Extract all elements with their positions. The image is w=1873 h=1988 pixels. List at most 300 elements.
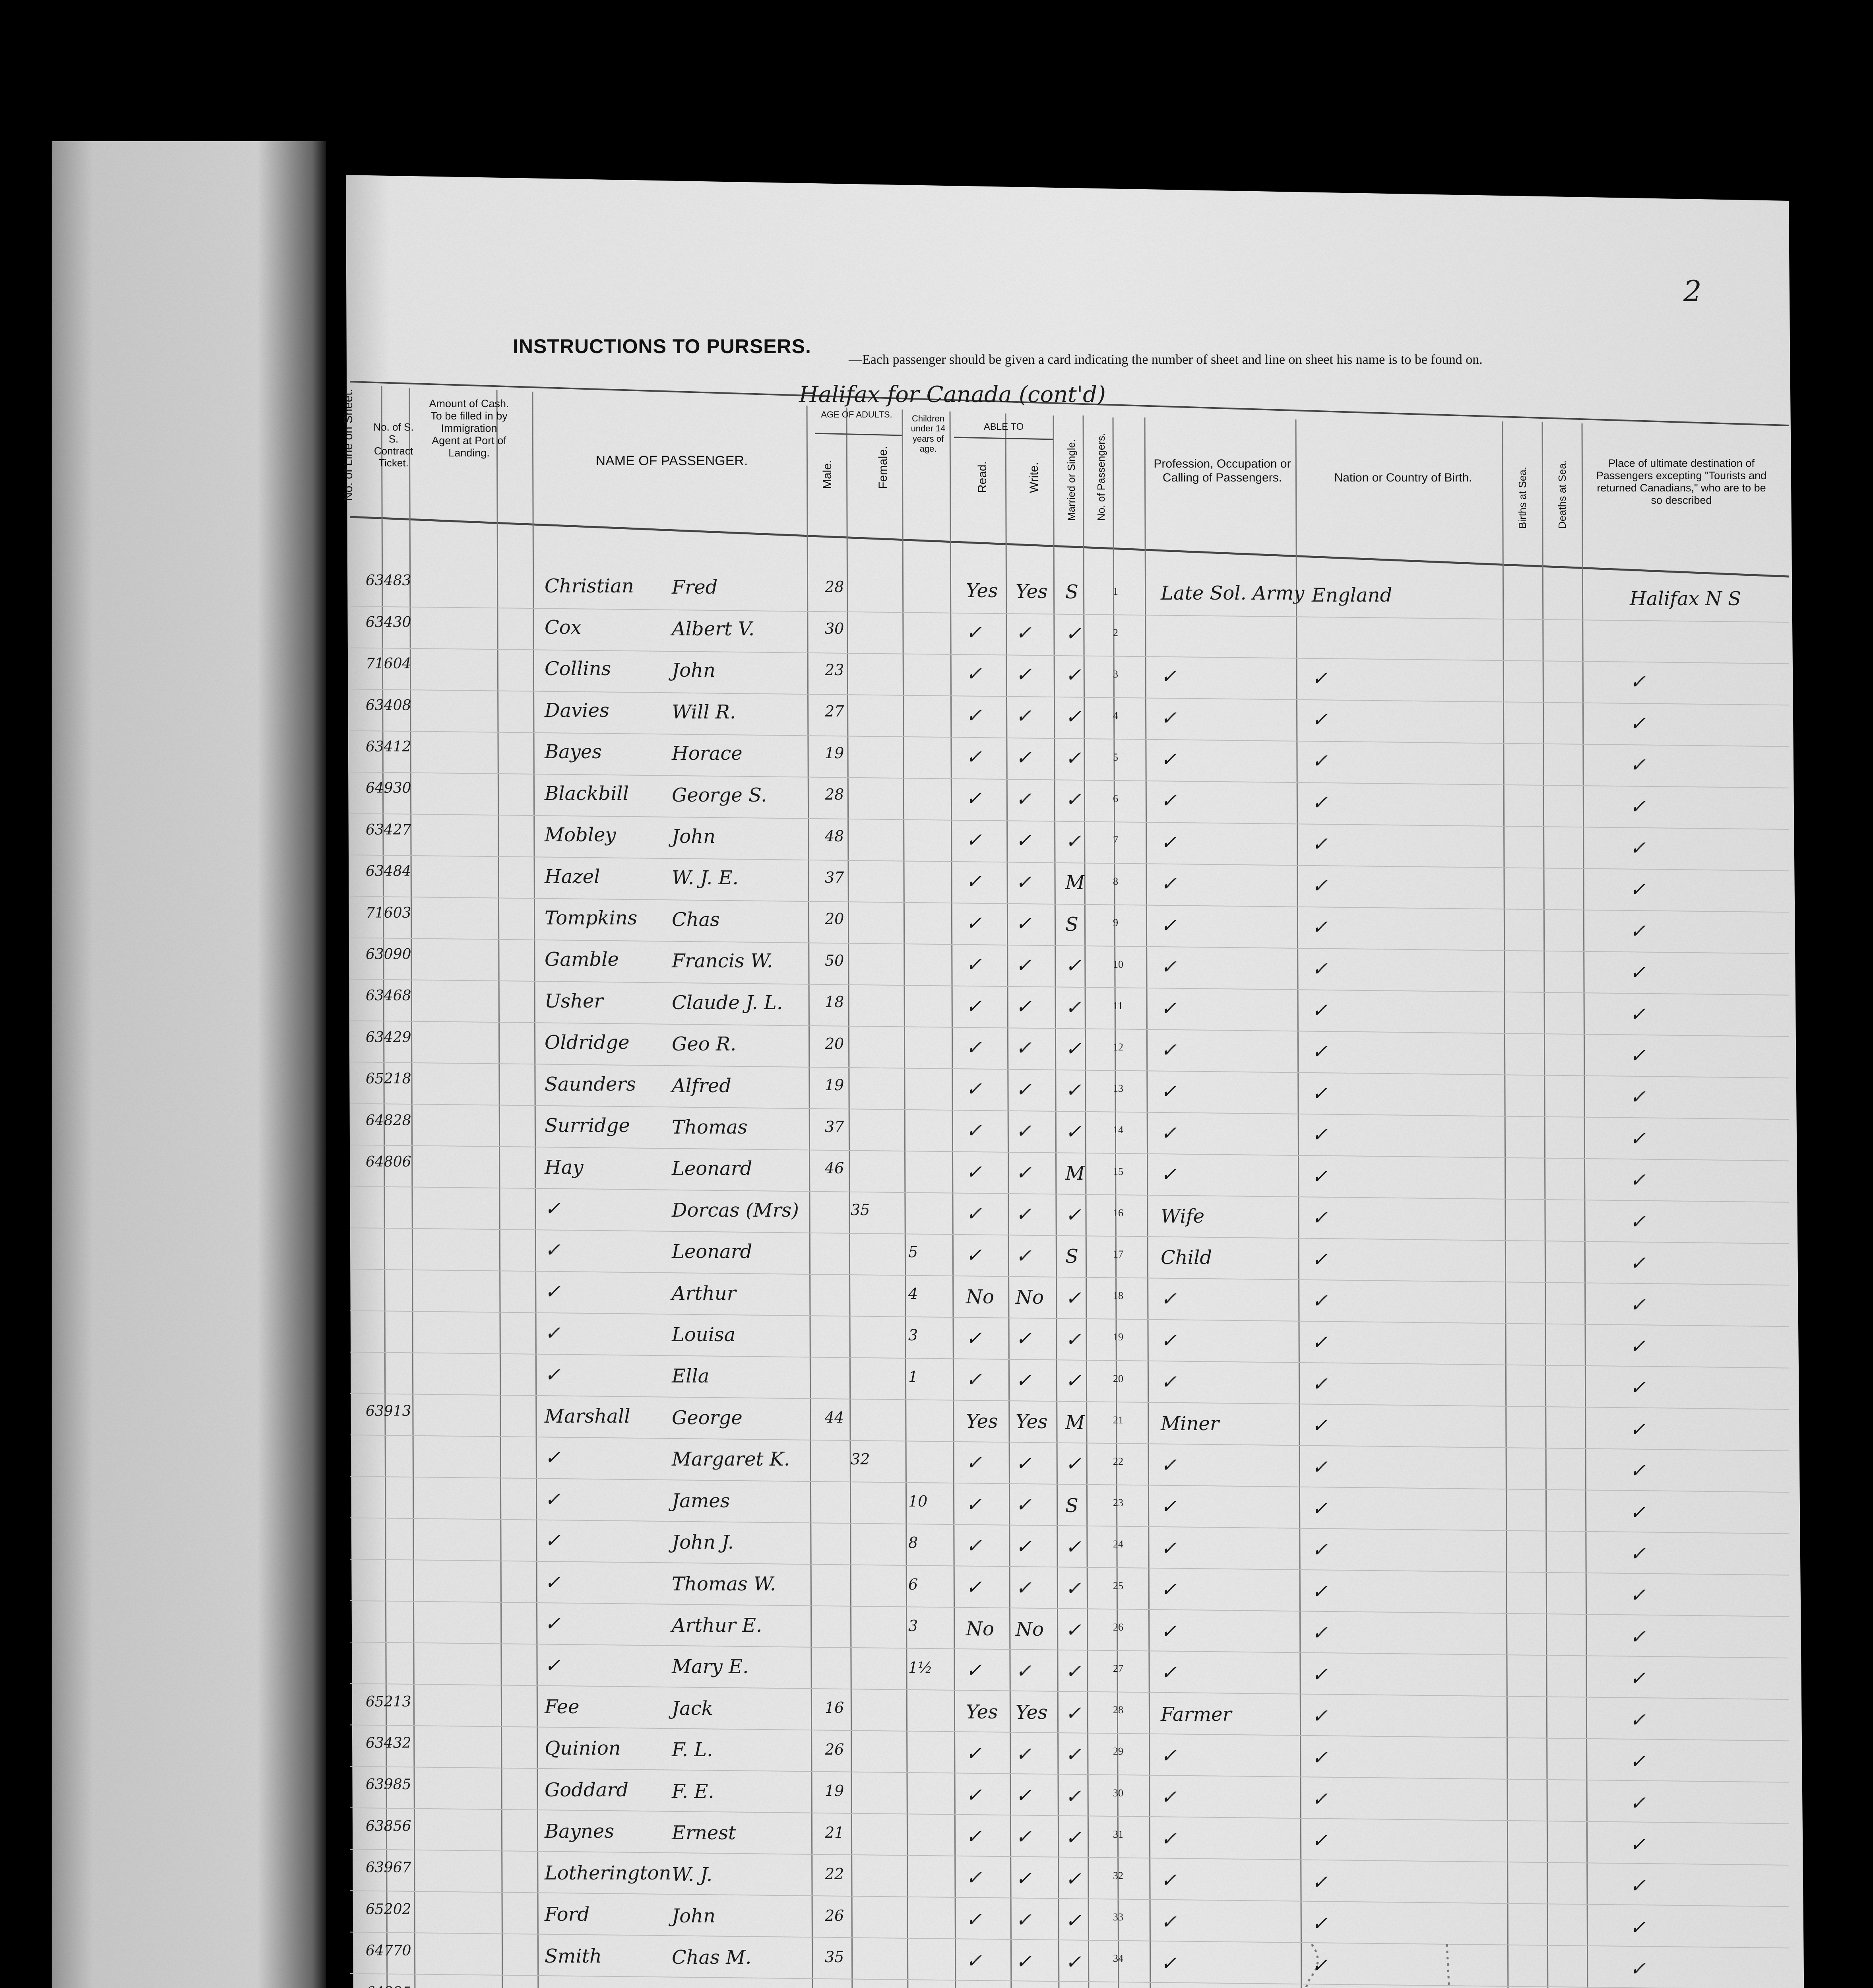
row-male-age: 18 [825,993,844,1011]
row-destination: ✓ [1630,671,1646,693]
header-births-at-sea: Births at Sea. [1516,467,1529,529]
row-male-age: 19 [825,1782,844,1800]
row-line-number: 26 [1113,1621,1123,1633]
row-married-single: S [1065,913,1078,936]
row-line-number: 18 [1113,1290,1123,1302]
row-given-name: Dorcas (Mrs) [672,1199,799,1221]
row-male-age: 26 [825,1741,844,1758]
row-nation: ✓ [1312,999,1328,1021]
row-write: ✓ [1016,1203,1032,1225]
row-given-name: Horace [672,742,743,765]
row-write: ✓ [1016,1037,1032,1059]
row-given-name: F. E. [672,1780,714,1803]
row-nation: ✓ [1312,667,1328,689]
row-male-age: 35 [825,1948,844,1966]
header-nation: Nation or Country of Birth. [1304,471,1503,485]
row-read: ✓ [966,1784,982,1806]
row-married-single: ✓ [1065,788,1081,811]
row-write: ✓ [1016,1162,1032,1184]
row-given-name: Ella [672,1365,709,1387]
row-nation: ✓ [1312,1664,1328,1686]
row-given-name: Ernest [672,1822,736,1844]
row-read: ✓ [966,787,982,810]
row-destination: ✓ [1630,1792,1646,1814]
row-surname: Ford [545,1903,589,1926]
row-destination: ✓ [1630,1501,1646,1524]
row-male-age: 27 [825,703,844,720]
row-profession: ✓ [1161,748,1177,771]
header-destination: Place of ultimate destination of Passengers excepting "Tourists and returned Canadians," who are to be so described [1590,457,1773,507]
row-destination: Halifax N S [1630,588,1741,610]
row-nation: ✓ [1312,1871,1328,1893]
row-surname: ✓ [545,1571,560,1594]
row-write: ✓ [1016,705,1032,727]
row-destination: ✓ [1630,1460,1646,1482]
row-write: Yes [1016,580,1048,603]
header-write: Write. [1028,462,1041,493]
row-read: ✓ [966,1244,982,1266]
row-surname: Baynes [545,1820,614,1842]
row-profession: ✓ [1161,1786,1177,1808]
row-line-number: 23 [1113,1497,1123,1509]
row-married-single: ✓ [1065,664,1081,686]
row-write: ✓ [1016,1120,1032,1142]
row-read: ✓ [966,663,982,685]
row-nation: ✓ [1312,1954,1328,1976]
row-surname: Hay [545,1156,584,1178]
row-ticket: 64770 [366,1943,411,1959]
row-read: ✓ [966,1037,982,1059]
row-line-number: 10 [1113,959,1123,971]
row-surname: Davies [545,699,609,722]
row-ticket: 63429 [366,1029,411,1046]
row-nation: ✓ [1312,958,1328,980]
row-ticket: 63412 [366,739,411,755]
header-able-to: ABLE TO [954,421,1053,433]
row-line-number: 15 [1113,1166,1123,1178]
row-destination: ✓ [1630,1875,1646,1897]
row-surname: ✓ [545,1488,560,1510]
row-ticket: 64806 [366,1154,411,1170]
row-married-single: S [1065,581,1078,603]
row-married-single: S [1065,1245,1078,1268]
row-child-age: 8 [908,1534,918,1551]
row-line-number: 12 [1113,1041,1123,1053]
row-line-number: 22 [1113,1456,1123,1468]
header-cash: Amount of Cash. To be filled in by Immigration Agent at Port of Landing. [427,398,511,459]
row-surname: Surridge [545,1114,630,1137]
row-surname: Goddard [545,1779,628,1801]
row-profession: ✓ [1161,1495,1177,1518]
row-nation: ✓ [1312,1290,1328,1312]
row-line-number: 13 [1113,1083,1123,1095]
row-male-age: 48 [825,827,844,845]
row-male-age: 37 [825,869,844,886]
row-destination: ✓ [1630,1294,1646,1316]
row-line-number: 24 [1113,1538,1123,1550]
row-married-single: ✓ [1065,1702,1081,1724]
row-line-number: 7 [1113,834,1118,846]
row-nation: ✓ [1312,1082,1328,1105]
row-surname: Gamble [545,948,619,971]
row-line-number: 1 [1113,586,1118,598]
header-male: Male. [821,460,834,489]
row-profession: ✓ [1161,707,1177,729]
row-married-single: ✓ [1065,1910,1081,1932]
row-nation: ✓ [1312,1207,1328,1229]
row-profession: ✓ [1161,1330,1177,1352]
row-surname: ✓ [545,1281,560,1303]
row-write: ✓ [1016,1328,1032,1350]
row-ticket: 65213 [366,1694,411,1710]
row-destination: ✓ [1630,1626,1646,1648]
row-nation: ✓ [1312,833,1328,855]
row-read: ✓ [966,1742,982,1765]
row-male-age: 28 [825,786,844,803]
row-line-number: 33 [1113,1911,1123,1923]
row-write: ✓ [1016,871,1032,893]
header-name: NAME OF PASSENGER. [537,453,807,469]
row-nation: ✓ [1312,1539,1328,1561]
row-surname: Tompkins [545,907,637,929]
row-surname: Lotherington [545,1862,671,1884]
row-given-name: Louisa [672,1324,735,1346]
row-given-name: John [672,825,715,848]
row-read: ✓ [966,1369,982,1391]
header-deaths-at-sea: Deaths at Sea. [1556,460,1569,529]
row-surname: Smith [545,1945,602,1967]
row-destination: ✓ [1630,796,1646,818]
row-male-age: 46 [825,1159,844,1177]
row-married-single: S [1065,1495,1078,1517]
row-write: ✓ [1016,622,1032,644]
row-surname: Christian [545,575,634,597]
row-surname: Oldridge [545,1031,630,1054]
row-write: ✓ [1016,1826,1032,1848]
row-given-name: James [672,1490,730,1512]
row-married-single: ✓ [1065,1951,1081,1973]
row-nation: ✓ [1312,1414,1328,1437]
row-write: ✓ [1016,1784,1032,1807]
row-line-number: 29 [1113,1745,1123,1757]
row-destination: ✓ [1630,1916,1646,1939]
row-write: ✓ [1016,1494,1032,1516]
row-ticket: 65218 [366,1071,411,1087]
row-male-age: 16 [825,1699,844,1716]
row-male-age: 19 [825,744,844,762]
header-ticket: No. of S. S. Contract Ticket. [370,421,417,469]
row-read: No [966,1286,994,1308]
row-profession: ✓ [1161,1454,1177,1476]
row-write: No [1016,1618,1044,1640]
row-surname: Marshall [545,1405,630,1427]
row-married-single: M [1065,1162,1085,1184]
row-child-age: 1 [908,1368,918,1386]
row-married-single: ✓ [1065,1038,1081,1060]
row-read: ✓ [966,1327,982,1349]
header-female: Female. [876,446,890,489]
row-write: ✓ [1016,747,1032,769]
header-line-no: No. of Line on Sheet. [342,389,355,501]
row-married-single: ✓ [1065,1079,1081,1101]
row-ticket: 63985 [366,1776,411,1793]
row-destination: ✓ [1630,1418,1646,1441]
row-destination: ✓ [1630,1750,1646,1773]
row-given-name: Arthur [672,1282,736,1305]
row-write: ✓ [1016,1909,1032,1931]
header-profession: Profession, Occupation or Calling of Passengers. [1149,457,1296,485]
row-given-name: Jack [672,1697,713,1720]
row-married-single: ✓ [1065,1121,1081,1143]
row-surname: Hazel [545,866,600,888]
row-profession: ✓ [1161,997,1177,1019]
row-married-single: ✓ [1065,1577,1081,1600]
row-surname: ✓ [545,1198,560,1220]
row-profession: ✓ [1161,790,1177,812]
row-surname: Bayes [545,741,602,763]
row-profession: Farmer [1161,1703,1231,1726]
row-nation: ✓ [1312,1456,1328,1478]
row-read: ✓ [966,746,982,768]
row-child-age: 1½ [908,1659,933,1676]
row-child-age: 6 [908,1576,918,1593]
row-given-name: Albert V. [672,618,754,640]
row-married-single: M [1065,1411,1085,1434]
row-destination: ✓ [1630,1003,1646,1025]
row-write: ✓ [1016,788,1032,810]
row-given-name: F. L. [672,1739,713,1761]
header-read: Read. [976,461,989,493]
row-given-name: Leonard [672,1241,752,1263]
row-given-name: Chas M. [672,1946,752,1969]
row-male-age: 44 [825,1409,844,1426]
row-read: No [966,1618,994,1640]
row-read: ✓ [966,870,982,893]
row-write: ✓ [1016,1245,1032,1267]
row-profession: ✓ [1161,1039,1177,1061]
row-ticket: 63090 [366,946,411,963]
row-ticket: 63408 [366,697,411,714]
row-write: ✓ [1016,1369,1032,1392]
row-read: ✓ [966,1908,982,1931]
row-line-number: 27 [1113,1663,1123,1675]
row-destination: ✓ [1630,1211,1646,1233]
row-profession: ✓ [1161,1371,1177,1393]
row-given-name: W. J. E. [672,867,739,889]
row-married-single: ✓ [1065,747,1081,769]
row-line-number: 9 [1113,917,1118,929]
row-write: ✓ [1016,829,1032,852]
row-read: ✓ [966,912,982,934]
row-profession: Late Sol. Army [1161,582,1304,604]
row-married-single: ✓ [1065,1453,1081,1475]
row-nation: ✓ [1312,1829,1328,1852]
row-read: ✓ [966,621,982,644]
row-profession: ✓ [1161,1869,1177,1891]
row-write: ✓ [1016,1743,1032,1765]
row-surname: Collins [545,658,611,680]
row-nation: ✓ [1312,1041,1328,1063]
row-write: ✓ [1016,996,1032,1018]
row-write: ✓ [1016,664,1032,686]
row-female-age: 35 [851,1201,870,1219]
row-given-name: Leonard [672,1157,752,1180]
row-destination: ✓ [1630,1169,1646,1191]
row-ticket: 63856 [366,1818,411,1835]
row-write: No [1016,1286,1044,1309]
row-destination: ✓ [1630,712,1646,735]
row-line-number: 28 [1113,1704,1123,1716]
row-destination: ✓ [1630,1833,1646,1856]
row-male-age: 23 [825,661,844,679]
row-profession: ✓ [1161,1828,1177,1850]
header-age-of-adults: AGE OF ADULTS. [807,410,906,419]
header-children: Children under 14 years of age. [908,414,948,454]
row-given-name: John J. [672,1531,734,1553]
row-given-name: Alfred [672,1075,731,1097]
row-ticket: 64930 [366,780,411,796]
row-write: ✓ [1016,912,1032,935]
row-male-age: 30 [825,620,844,637]
row-destination: ✓ [1630,754,1646,776]
row-destination: ✓ [1630,1709,1646,1731]
row-nation: ✓ [1312,875,1328,897]
instructions-title: INSTRUCTIONS TO PURSERS. [513,335,811,358]
row-profession: ✓ [1161,1620,1177,1642]
row-line-number: 11 [1113,1000,1123,1012]
row-read: ✓ [966,1950,982,1972]
row-destination: ✓ [1630,961,1646,984]
row-given-name: Arthur E. [672,1614,762,1637]
row-ticket: 63427 [366,822,411,838]
row-write: ✓ [1016,1079,1032,1101]
row-read: Yes [966,1410,998,1433]
row-surname: ✓ [545,1654,560,1677]
row-profession: Wife [1161,1205,1204,1227]
row-male-age: 26 [825,1907,844,1924]
row-write: ✓ [1016,1536,1032,1558]
row-destination: ✓ [1630,1086,1646,1108]
row-read: ✓ [966,1825,982,1848]
row-destination: ✓ [1630,1958,1646,1980]
row-child-age: 3 [908,1617,918,1635]
row-destination: ✓ [1630,1543,1646,1565]
row-nation: ✓ [1312,1124,1328,1146]
row-male-age: 22 [825,1865,844,1883]
row-read: ✓ [966,1576,982,1598]
row-surname: Quinion [545,1737,621,1759]
row-read: ✓ [966,1867,982,1889]
row-ticket: 65202 [366,1901,411,1918]
row-line-number: 34 [1113,1953,1123,1965]
row-profession: ✓ [1161,1578,1177,1601]
page-number: 2 [1683,274,1702,308]
row-child-age: 3 [908,1326,918,1344]
row-married-single: ✓ [1065,1536,1081,1558]
row-surname: Blackbill [545,782,629,805]
row-married-single: ✓ [1065,706,1081,728]
row-nation: ✓ [1312,1580,1328,1603]
row-destination: ✓ [1630,920,1646,942]
header-no-passengers: No. of Passengers. [1095,433,1107,521]
row-given-name: W. J. [672,1864,712,1886]
row-surname: Usher [545,990,603,1012]
row-given-name: Thomas W. [672,1573,776,1595]
row-profession: Miner [1161,1413,1219,1435]
row-surname: ✓ [545,1613,560,1635]
row-married-single: ✓ [1065,1785,1081,1807]
row-write: Yes [1016,1701,1048,1724]
row-given-name: Chas [672,909,720,931]
row-ticket: 71604 [366,656,411,672]
row-ticket: 63484 [366,863,411,879]
row-write: ✓ [1016,1951,1032,1973]
row-destination: ✓ [1630,1335,1646,1357]
row-married-single: ✓ [1065,1370,1081,1392]
row-read: ✓ [966,705,982,727]
row-child-age: 4 [908,1285,918,1303]
row-given-name: Fred [672,576,717,598]
row-surname: Fee [545,1696,580,1718]
row-profession: ✓ [1161,1745,1177,1767]
row-surname: ✓ [545,1364,560,1386]
row-profession: ✓ [1161,956,1177,978]
row-ticket: 63483 [366,573,411,589]
row-profession: ✓ [1161,665,1177,687]
row-given-name: Thomas [672,1116,748,1138]
row-line-number: 20 [1113,1373,1123,1385]
row-line-number: 8 [1113,876,1118,887]
row-profession: ✓ [1161,1952,1177,1974]
row-married-single: ✓ [1065,623,1081,645]
row-nation: ✓ [1312,1747,1328,1769]
row-nation: ✓ [1312,1788,1328,1810]
row-surname: ✓ [545,1446,560,1469]
row-destination: ✓ [1630,1252,1646,1274]
row-line-number: 2 [1113,627,1118,639]
row-line-number: 6 [1113,793,1118,805]
row-given-name: Margaret K. [672,1448,790,1470]
row-line-number: 5 [1113,751,1118,763]
row-nation: ✓ [1312,916,1328,938]
row-line-number: 3 [1113,668,1118,680]
row-married-single: ✓ [1065,1204,1081,1226]
row-destination: ✓ [1630,837,1646,859]
row-child-age: 5 [908,1243,918,1261]
row-ticket: 63913 [366,1403,411,1419]
row-destination: ✓ [1630,1376,1646,1399]
row-read: Yes [966,580,998,602]
row-write: ✓ [1016,1660,1032,1682]
row-given-name: George [672,1407,743,1429]
row-male-age: 19 [825,1076,844,1094]
row-line-number: 30 [1113,1787,1123,1799]
row-surname: Mobley [545,824,616,846]
row-line-number: 14 [1113,1124,1123,1136]
row-line-number: 31 [1113,1829,1123,1840]
row-female-age: 32 [851,1450,870,1468]
row-read: ✓ [966,953,982,976]
voyage-note: Halifax for Canada (cont'd) [799,382,1106,408]
row-read: ✓ [966,1493,982,1516]
row-profession: Child [1161,1246,1212,1269]
row-nation: ✓ [1312,792,1328,814]
row-line-number: 16 [1113,1207,1123,1219]
row-nation: ✓ [1312,1331,1328,1353]
row-ticket: 63468 [366,988,411,1004]
row-line-number: 25 [1113,1580,1123,1592]
row-nation: ✓ [1312,750,1328,772]
